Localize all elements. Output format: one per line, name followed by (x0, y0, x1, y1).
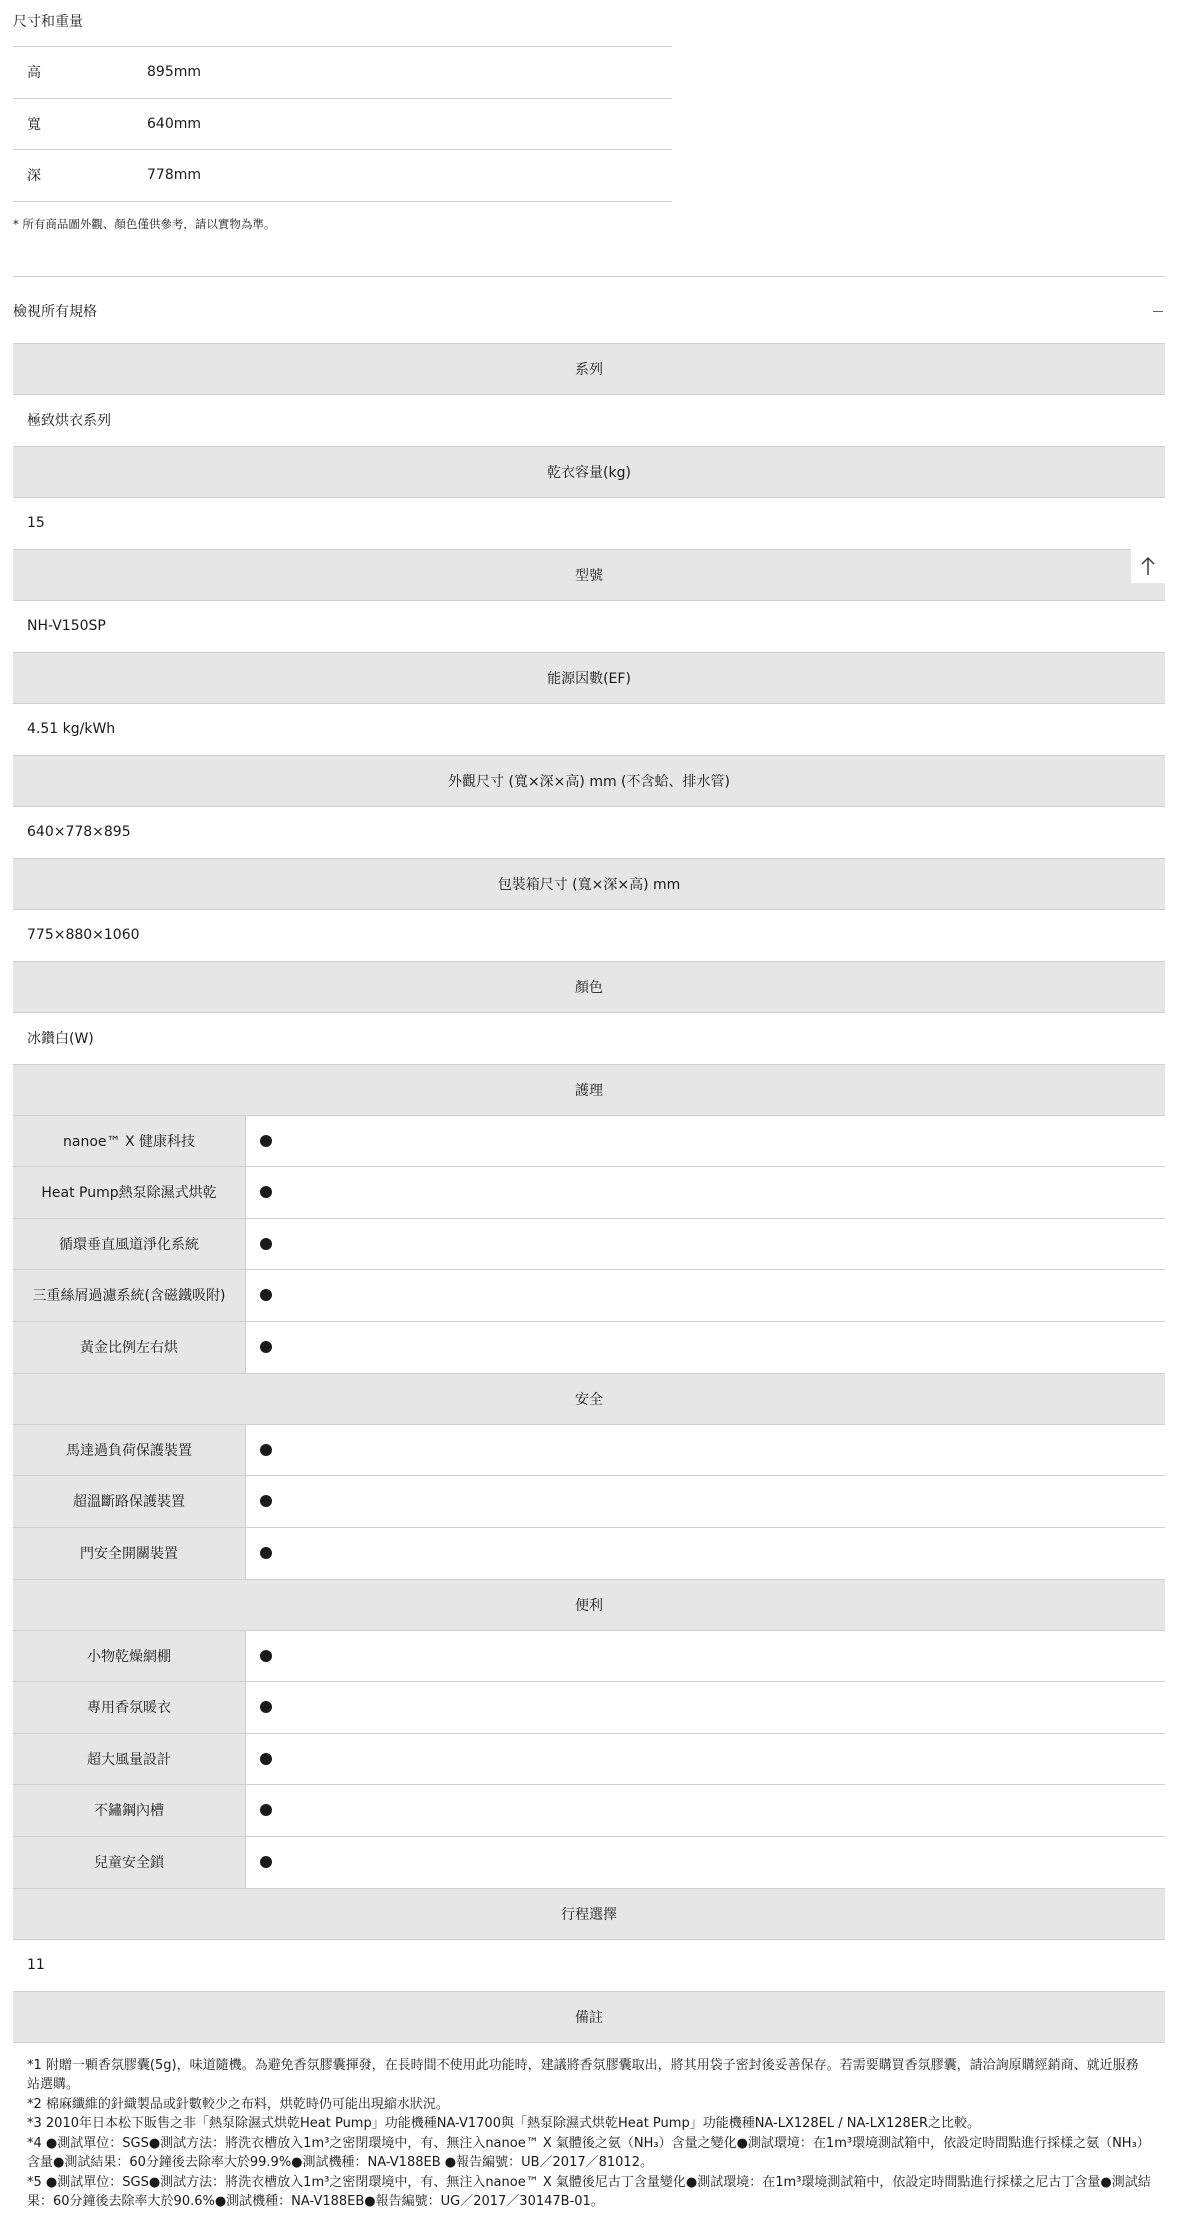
feature-row (13, 1682, 1165, 1734)
dimension-value: 778mm (147, 167, 201, 184)
spec-head-color: 顏色 (13, 961, 1165, 1013)
remark-line: *5 ●測試單位：SGS●測試方法：將洗衣槽放入1m³之密閉環境中，有、無注入nanoe™ X 氣體後尼古丁含量變化●測試環境：在1m³環境測試箱中，依設定時間點進行採樣之尼古丁含量●測試結果：60分鐘後去除率大於90.6%●測試機種：NA-V188EB●報告編號：UG／2017／30147B-01。 (27, 2174, 1151, 2209)
spec-head-outer-size: 外觀尺寸 (寬×深×高) mm (不含蛤、排水管) (13, 755, 1165, 807)
spec-value-ef: 4.51 kg/kWh (13, 704, 1165, 756)
feature-label: 三重絲屑過濾系統(含磁鐵吸附) (13, 1270, 246, 1321)
check-dot-icon (260, 1186, 272, 1198)
feature-label: 黃金比例左右烘 (13, 1322, 246, 1374)
check-dot-icon (260, 1495, 272, 1507)
dimensions-note: * 所有商品圖外觀、顏色僅供參考，請以實物為準。 (13, 217, 276, 231)
spec-value-package-size: 775×880×1060 (13, 910, 1165, 962)
view-all-specs-toggle[interactable] (13, 296, 1165, 326)
check-dot-icon (260, 1650, 272, 1662)
remark-line: *3 2010年日本松下販售之非「熱泵除濕式烘乾Heat Pump」功能機種NA-V1700與「熱泵除濕式烘乾Heat Pump」功能機種NA-LX128EL / NA-LX128ER之比較。 (27, 2116, 981, 2131)
check-dot-icon (260, 1701, 272, 1713)
dimension-row-width (13, 99, 672, 151)
check-dot-icon (260, 1856, 272, 1868)
arrow-up-icon (1139, 556, 1157, 576)
spec-value-series: 極致烘衣系列 (13, 395, 1165, 447)
spec-value-color: 冰鑽白(W) (13, 1013, 1165, 1065)
spec-value-model: NH-V150SP (13, 601, 1165, 653)
remarks-notes (13, 2043, 1165, 2212)
spec-head-capacity: 乾衣容量(kg) (13, 446, 1165, 498)
feature-label: 馬達過負荷保護裝置 (13, 1425, 246, 1476)
feature-label: 超大風量設計 (13, 1734, 246, 1785)
spec-value-outer-size: 640×778×895 (13, 807, 1165, 859)
dimension-value: 640mm (147, 115, 201, 132)
spec-head-model: 型號 (13, 549, 1165, 601)
check-dot-icon (260, 1238, 272, 1250)
check-dot-icon (260, 1753, 272, 1765)
spec-value-programs: 11 (13, 1940, 1165, 1992)
feature-row (13, 1270, 1165, 1322)
remark-line: *2 棉麻纖維的針織製品或針數較少之布料，烘乾時仍可能出現縮水狀況。 (27, 2096, 449, 2112)
dimension-row-height (13, 47, 672, 99)
spec-head-programs: 行程選擇 (13, 1888, 1165, 1940)
check-dot-icon (260, 1341, 272, 1353)
spec-table (13, 343, 1165, 2212)
spec-head-package-size: 包裝箱尺寸 (寬×深×高) mm (13, 858, 1165, 910)
check-dot-icon (260, 1289, 272, 1301)
check-dot-icon (260, 1135, 272, 1147)
spec-head-remarks: 備註 (13, 1991, 1165, 2043)
feature-row (13, 1322, 1165, 1374)
spec-head-series: 系列 (13, 343, 1165, 395)
dimensions-table (13, 46, 672, 202)
feature-row (13, 1167, 1165, 1219)
spec-head-care: 護理 (13, 1064, 1165, 1116)
feature-label: 兒童安全鎖 (13, 1837, 246, 1889)
check-dot-icon (260, 1444, 272, 1456)
dimensions-title: 尺寸和重量 (13, 14, 83, 30)
dimension-label: 深 (27, 168, 41, 185)
feature-row (13, 1425, 1165, 1477)
view-all-specs-label: 檢視所有規格 (13, 304, 97, 320)
spec-value-capacity: 15 (13, 498, 1165, 550)
dimension-label: 寬 (27, 116, 41, 133)
feature-row (13, 1734, 1165, 1786)
feature-row (13, 1785, 1165, 1837)
feature-row (13, 1837, 1165, 1889)
feature-label: Heat Pump熱泵除濕式烘乾 (13, 1167, 246, 1218)
feature-label: 不鏽鋼內槽 (13, 1785, 246, 1836)
feature-label: 小物乾燥網棚 (13, 1631, 246, 1682)
spec-head-convenience: 便利 (13, 1579, 1165, 1631)
feature-row (13, 1528, 1165, 1580)
feature-row (13, 1631, 1165, 1683)
feature-row (13, 1116, 1165, 1168)
spec-head-ef: 能源因數(EF) (13, 652, 1165, 704)
back-to-top-button[interactable] (1131, 549, 1165, 583)
minus-icon (1153, 311, 1163, 312)
dimension-row-depth (13, 150, 672, 202)
section-divider (13, 276, 1165, 277)
feature-row (13, 1476, 1165, 1528)
dimension-value: 895mm (147, 64, 201, 81)
check-dot-icon (260, 1547, 272, 1559)
feature-label: 門安全開關裝置 (13, 1528, 246, 1580)
check-dot-icon (260, 1804, 272, 1816)
spec-head-safety: 安全 (13, 1373, 1165, 1425)
remark-line: *4 ●測試單位：SGS●測試方法：將洗衣槽放入1m³之密閉環境中，有、無注入nanoe™ X 氣體後之氨（NH₃）含量之變化●測試環境：在1m³環境測試箱中，依設定時間點進行採樣之氨（NH₃）含量●測試結果：60分鐘後去除率大於99.9%●測試機種：NA-V188EB ●報告編號：UB／2017／81012。 (27, 2135, 1150, 2170)
feature-label: nanoe™ X 健康科技 (13, 1116, 246, 1167)
remark-line: *1 附贈一顆香氛膠囊(5g)，味道隨機。為避免香氛膠囊揮發，在長時間不使用此功能時，建議將香氛膠囊取出，將其用袋子密封後妥善保存。若需要購買香氛膠囊，請洽詢原購經銷商、就近服務站選購。 (27, 2057, 1139, 2092)
feature-row (13, 1219, 1165, 1271)
dimension-label: 高 (27, 65, 41, 82)
feature-label: 專用香氛暖衣 (13, 1682, 246, 1733)
feature-label: 超溫斷路保護裝置 (13, 1476, 246, 1527)
feature-label: 循環垂直風道淨化系統 (13, 1219, 246, 1270)
